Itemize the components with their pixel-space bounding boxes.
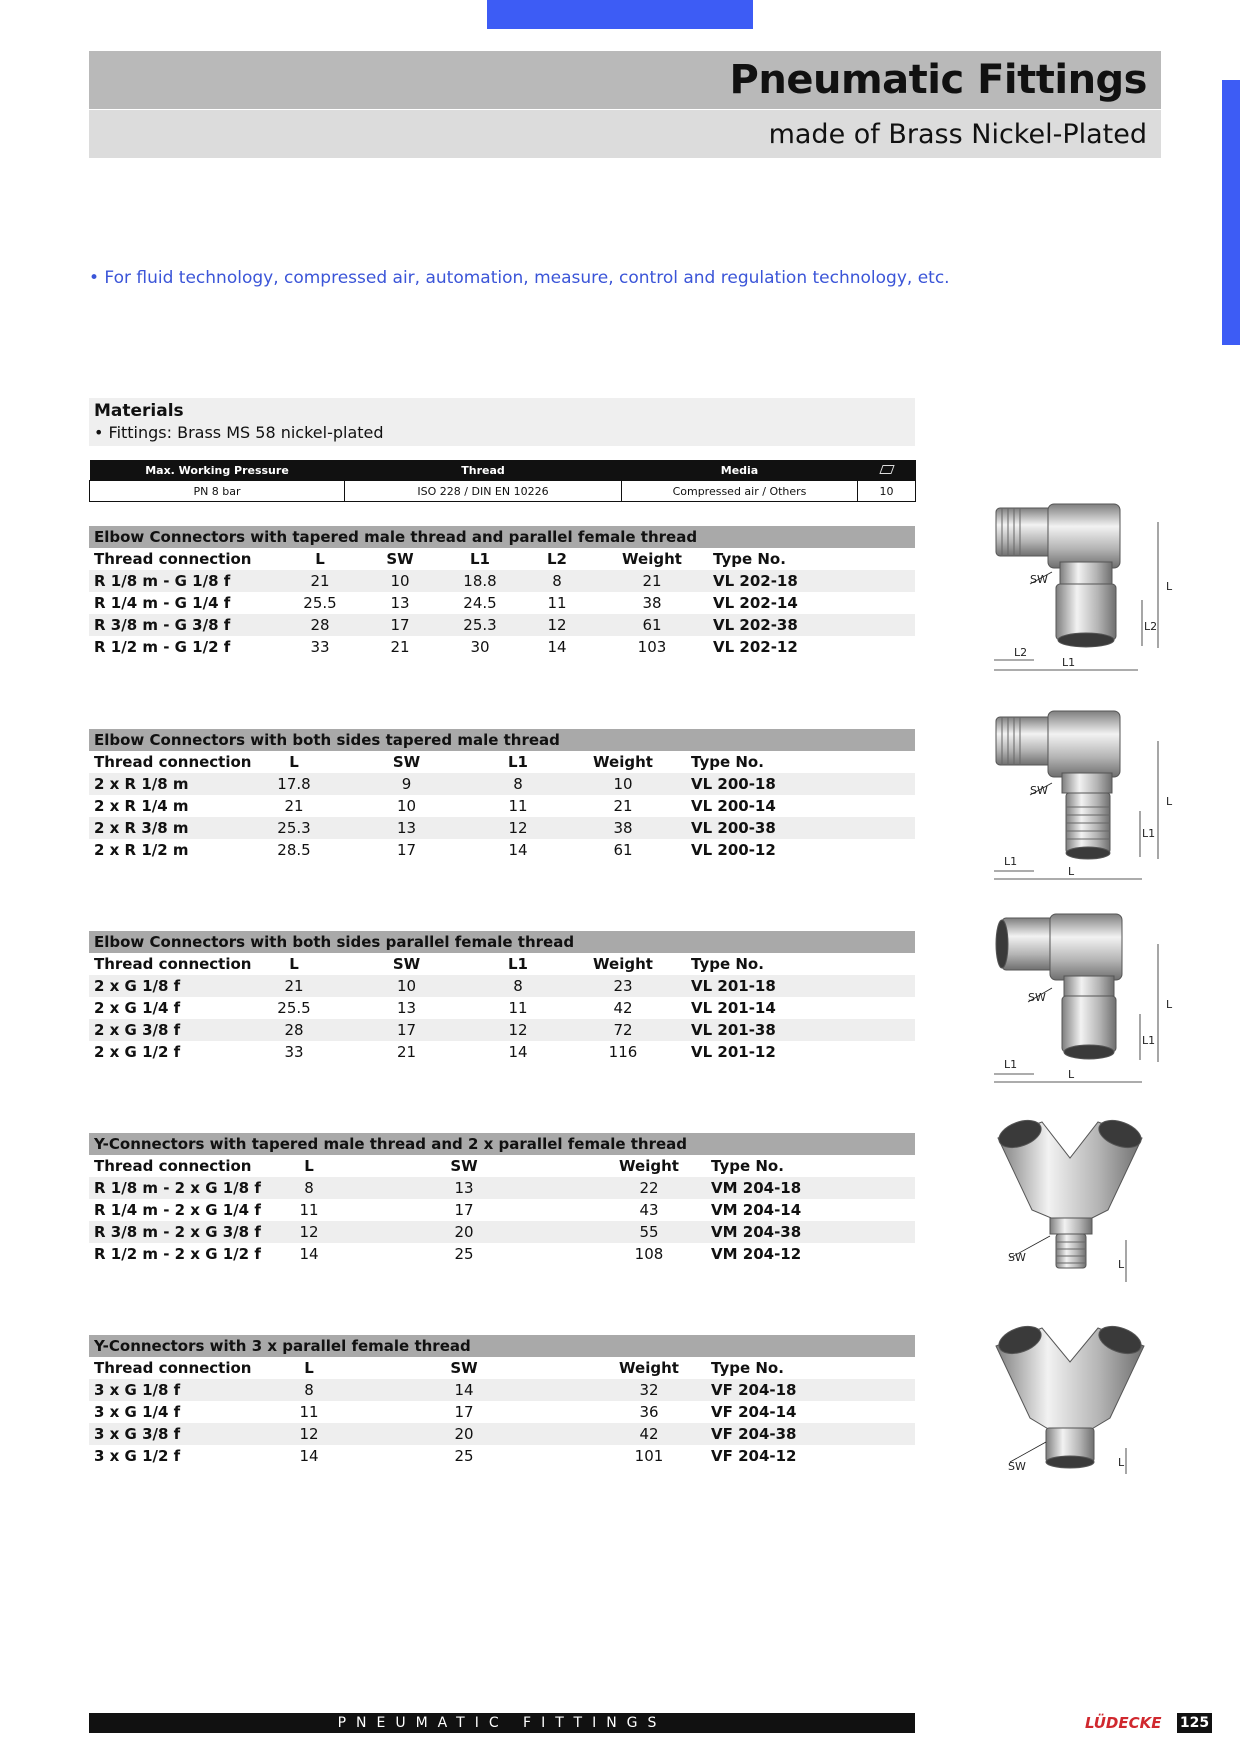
cell: 25 [339, 1445, 589, 1467]
cell: 8 [479, 773, 557, 795]
elbow-male-male-drawing [990, 707, 1180, 882]
table-row [89, 1221, 915, 1243]
subtitle-bar [89, 110, 1161, 158]
cell: 10 [361, 570, 439, 592]
materials-item: • Fittings: Brass MS 58 nickel-plated [94, 423, 384, 442]
cell: 20 [339, 1423, 589, 1445]
cell: 17 [334, 839, 479, 861]
cell: 14 [279, 1445, 339, 1467]
elbow-female-female-drawing [990, 910, 1180, 1085]
cell: 101 [589, 1445, 709, 1467]
cell: 10 [557, 773, 689, 795]
cell: 10 [334, 795, 479, 817]
table-row [89, 636, 915, 658]
cell: 22 [589, 1177, 709, 1199]
cell: 61 [557, 839, 689, 861]
cell: 43 [589, 1199, 709, 1221]
col-header: L1 [479, 953, 557, 975]
col-header: Type No. [689, 751, 915, 773]
table-row [89, 1445, 915, 1467]
cell: 21 [254, 975, 334, 997]
col-header: Thread connection [89, 1357, 279, 1379]
cell: 3 x G 1/8 f [89, 1379, 279, 1401]
spec-value-media: Compressed air / Others [622, 481, 858, 502]
cell: 3 x G 1/4 f [89, 1401, 279, 1423]
section-title: Y-Connectors with 3 x parallel female thread [89, 1335, 915, 1357]
cell: 38 [557, 817, 689, 839]
col-header: L [279, 1357, 339, 1379]
cell: 116 [557, 1041, 689, 1063]
dim-label-l1-bottom: L1 [1004, 1058, 1018, 1071]
col-header: SW [334, 751, 479, 773]
cell: 12 [479, 1019, 557, 1041]
table-row [89, 1423, 915, 1445]
cell: 8 [521, 570, 593, 592]
side-accent-tab [1222, 80, 1240, 345]
cell: 24.5 [439, 592, 521, 614]
table-row [89, 1243, 915, 1265]
col-header: L1 [439, 548, 521, 570]
cell: 2 x R 1/8 m [89, 773, 254, 795]
cell: 23 [557, 975, 689, 997]
cell: 25.3 [439, 614, 521, 636]
col-header: Type No. [711, 548, 915, 570]
cell: VL 200-38 [689, 817, 915, 839]
cell: VM 204-38 [709, 1221, 915, 1243]
materials-heading: Materials [94, 401, 184, 421]
cell: 72 [557, 1019, 689, 1041]
col-header: Weight [557, 953, 689, 975]
cell: VF 204-38 [709, 1423, 915, 1445]
product-table [89, 1155, 915, 1265]
cell: R 3/8 m - G 3/8 f [89, 614, 279, 636]
spec-header-box [858, 460, 916, 481]
dim-label-sw: SW [1030, 573, 1048, 586]
col-header: Weight [589, 1155, 709, 1177]
cell: 21 [557, 795, 689, 817]
dim-label-l: L [1118, 1258, 1125, 1271]
package-box-icon [879, 465, 894, 474]
cell: 28 [254, 1019, 334, 1041]
cell: R 1/2 m - 2 x G 1/2 f [89, 1243, 279, 1265]
spec-header-pressure: Max. Working Pressure [90, 460, 345, 481]
cell: VL 200-12 [689, 839, 915, 861]
cell: 18.8 [439, 570, 521, 592]
cell: 21 [361, 636, 439, 658]
col-header: L1 [479, 751, 557, 773]
cell: 33 [279, 636, 361, 658]
cell: 11 [479, 795, 557, 817]
cell: 11 [521, 592, 593, 614]
dim-label-l: L [1166, 795, 1173, 808]
page-number: 125 [1177, 1713, 1212, 1733]
dim-label-l: L [1166, 998, 1173, 1011]
cell: VL 201-12 [689, 1041, 915, 1063]
dim-label-l2-bottom: L2 [1014, 646, 1028, 659]
cell: 13 [361, 592, 439, 614]
col-header: Type No. [689, 953, 915, 975]
cell: 13 [339, 1177, 589, 1199]
table-row [89, 592, 915, 614]
section-title: Y-Connectors with tapered male thread and 2 x parallel female thread [89, 1133, 915, 1155]
cell: 36 [589, 1401, 709, 1423]
table-row [89, 795, 915, 817]
cell: VL 200-14 [689, 795, 915, 817]
cell: 2 x R 3/8 m [89, 817, 254, 839]
col-header: L2 [521, 548, 593, 570]
table-row [89, 1401, 915, 1423]
cell: 2 x G 3/8 f [89, 1019, 254, 1041]
dim-label-l1: L1 [1062, 656, 1076, 669]
cell: 11 [279, 1199, 339, 1221]
dim-label-sw: SW [1008, 1251, 1026, 1264]
product-table [89, 1357, 915, 1467]
section-y-male-female [89, 1133, 915, 1265]
cell: VL 202-12 [711, 636, 915, 658]
col-header: Thread connection [89, 751, 254, 773]
dim-label-l: L [1118, 1456, 1125, 1469]
footer-bar: PNEUMATIC FITTINGS [89, 1713, 915, 1733]
table-row [89, 570, 915, 592]
y-connector-female-drawing [990, 1322, 1180, 1482]
cell: VL 202-38 [711, 614, 915, 636]
cell: VL 201-18 [689, 975, 915, 997]
cell: 13 [334, 997, 479, 1019]
brand-logo: LÜDECKE [1085, 1714, 1162, 1732]
cell: 30 [439, 636, 521, 658]
cell: 32 [589, 1379, 709, 1401]
cell: R 3/8 m - 2 x G 3/8 f [89, 1221, 279, 1243]
page-subtitle: made of Brass Nickel-Plated [768, 118, 1147, 150]
page-title: Pneumatic Fittings [729, 57, 1147, 103]
col-header: Type No. [709, 1357, 915, 1379]
spec-value-pressure: PN 8 bar [90, 481, 345, 502]
section-title: Elbow Connectors with tapered male thread and parallel female thread [89, 526, 915, 548]
col-header: SW [334, 953, 479, 975]
cell: 17 [339, 1401, 589, 1423]
col-header: L [254, 953, 334, 975]
col-header: SW [361, 548, 439, 570]
cell: 25.3 [254, 817, 334, 839]
table-row [89, 1019, 915, 1041]
spec-header-thread: Thread [345, 460, 622, 481]
cell: 38 [593, 592, 711, 614]
cell: 21 [593, 570, 711, 592]
cell: 13 [334, 817, 479, 839]
col-header: SW [339, 1357, 589, 1379]
cell: 17 [339, 1199, 589, 1221]
cell: 12 [521, 614, 593, 636]
cell: 3 x G 1/2 f [89, 1445, 279, 1467]
col-header: SW [339, 1155, 589, 1177]
cell: 42 [589, 1423, 709, 1445]
cell: 25.5 [254, 997, 334, 1019]
cell: 21 [279, 570, 361, 592]
top-accent-tab [487, 0, 753, 29]
cell: 12 [279, 1221, 339, 1243]
spec-header-media: Media [622, 460, 858, 481]
table-header-row [89, 548, 915, 570]
dim-label-l-bottom: L [1068, 1068, 1075, 1081]
intro-bullet: • For fluid technology, compressed air, automation, measure, control and regulation technology, etc. [89, 268, 950, 288]
cell: 8 [279, 1177, 339, 1199]
cell: 17 [361, 614, 439, 636]
table-row [89, 1041, 915, 1063]
cell: 28 [279, 614, 361, 636]
cell: 11 [279, 1401, 339, 1423]
dim-label-sw: SW [1030, 784, 1048, 797]
section-y-female [89, 1335, 915, 1467]
section-title: Elbow Connectors with both sides parallel female thread [89, 931, 915, 953]
dim-label-l1-bottom: L1 [1004, 855, 1018, 868]
cell: 25 [339, 1243, 589, 1265]
table-header-row [89, 953, 915, 975]
cell: R 1/8 m - G 1/8 f [89, 570, 279, 592]
elbow-male-female-drawing [990, 500, 1180, 675]
cell: R 1/2 m - G 1/2 f [89, 636, 279, 658]
col-header: L [279, 1155, 339, 1177]
cell: VF 204-18 [709, 1379, 915, 1401]
dim-label-l: L [1166, 580, 1173, 593]
cell: 55 [589, 1221, 709, 1243]
y-connector-male-drawing [990, 1118, 1180, 1293]
spec-value-thread: ISO 228 / DIN EN 10226 [345, 481, 622, 502]
cell: VL 201-38 [689, 1019, 915, 1041]
cell: 103 [593, 636, 711, 658]
cell: VM 204-18 [709, 1177, 915, 1199]
cell: 2 x R 1/2 m [89, 839, 254, 861]
cell: 14 [479, 1041, 557, 1063]
cell: 21 [254, 795, 334, 817]
cell: 9 [334, 773, 479, 795]
table-row [89, 997, 915, 1019]
cell: 28.5 [254, 839, 334, 861]
table-row [89, 817, 915, 839]
cell: 14 [521, 636, 593, 658]
cell: 42 [557, 997, 689, 1019]
spec-value-pack: 10 [858, 481, 916, 502]
table-header-row [89, 751, 915, 773]
cell: VL 202-18 [711, 570, 915, 592]
cell: 11 [479, 997, 557, 1019]
table-header-row [89, 1155, 915, 1177]
cell: 3 x G 3/8 f [89, 1423, 279, 1445]
dim-label-l1: L1 [1142, 1034, 1156, 1047]
cell: 17.8 [254, 773, 334, 795]
product-table [89, 953, 915, 1063]
product-table [89, 751, 915, 861]
dim-label-l2: L2 [1144, 620, 1158, 633]
cell: 25.5 [279, 592, 361, 614]
cell: 2 x G 1/4 f [89, 997, 254, 1019]
dim-label-l-bottom: L [1068, 865, 1075, 878]
cell: 61 [593, 614, 711, 636]
dim-label-l1: L1 [1142, 827, 1156, 840]
cell: VM 204-14 [709, 1199, 915, 1221]
cell: 10 [334, 975, 479, 997]
col-header: Thread connection [89, 1155, 279, 1177]
dim-label-sw: SW [1028, 991, 1046, 1004]
cell: 12 [279, 1423, 339, 1445]
cell: 21 [334, 1041, 479, 1063]
spec-table [89, 460, 916, 502]
col-header: L [279, 548, 361, 570]
cell: R 1/4 m - G 1/4 f [89, 592, 279, 614]
product-table [89, 548, 915, 658]
cell: VL 202-14 [711, 592, 915, 614]
section-title: Elbow Connectors with both sides tapered male thread [89, 729, 915, 751]
table-row [89, 773, 915, 795]
cell: 2 x G 1/2 f [89, 1041, 254, 1063]
section-elbow-male-female [89, 526, 915, 658]
cell: 17 [334, 1019, 479, 1041]
dim-label-sw: SW [1008, 1460, 1026, 1473]
table-row [89, 839, 915, 861]
cell: 14 [339, 1379, 589, 1401]
cell: VM 204-12 [709, 1243, 915, 1265]
cell: R 1/8 m - 2 x G 1/8 f [89, 1177, 279, 1199]
section-elbow-male-male [89, 729, 915, 861]
cell: VL 200-18 [689, 773, 915, 795]
table-row [89, 614, 915, 636]
col-header: Weight [593, 548, 711, 570]
cell: 8 [279, 1379, 339, 1401]
cell: 108 [589, 1243, 709, 1265]
section-elbow-female-female [89, 931, 915, 1063]
cell: 12 [479, 817, 557, 839]
cell: VF 204-14 [709, 1401, 915, 1423]
cell: 8 [479, 975, 557, 997]
cell: 14 [479, 839, 557, 861]
col-header: Type No. [709, 1155, 915, 1177]
cell: VL 201-14 [689, 997, 915, 1019]
col-header: Weight [557, 751, 689, 773]
materials-box [89, 398, 915, 446]
table-row [89, 1379, 915, 1401]
col-header: L [254, 751, 334, 773]
cell: 14 [279, 1243, 339, 1265]
cell: VF 204-12 [709, 1445, 915, 1467]
cell: 2 x R 1/4 m [89, 795, 254, 817]
col-header: Weight [589, 1357, 709, 1379]
cell: 33 [254, 1041, 334, 1063]
title-bar [89, 51, 1161, 109]
col-header: Thread connection [89, 953, 254, 975]
cell: 20 [339, 1221, 589, 1243]
col-header: Thread connection [89, 548, 279, 570]
cell: R 1/4 m - 2 x G 1/4 f [89, 1199, 279, 1221]
table-row [89, 975, 915, 997]
table-header-row [89, 1357, 915, 1379]
table-row [89, 1177, 915, 1199]
cell: 2 x G 1/8 f [89, 975, 254, 997]
table-row [89, 1199, 915, 1221]
